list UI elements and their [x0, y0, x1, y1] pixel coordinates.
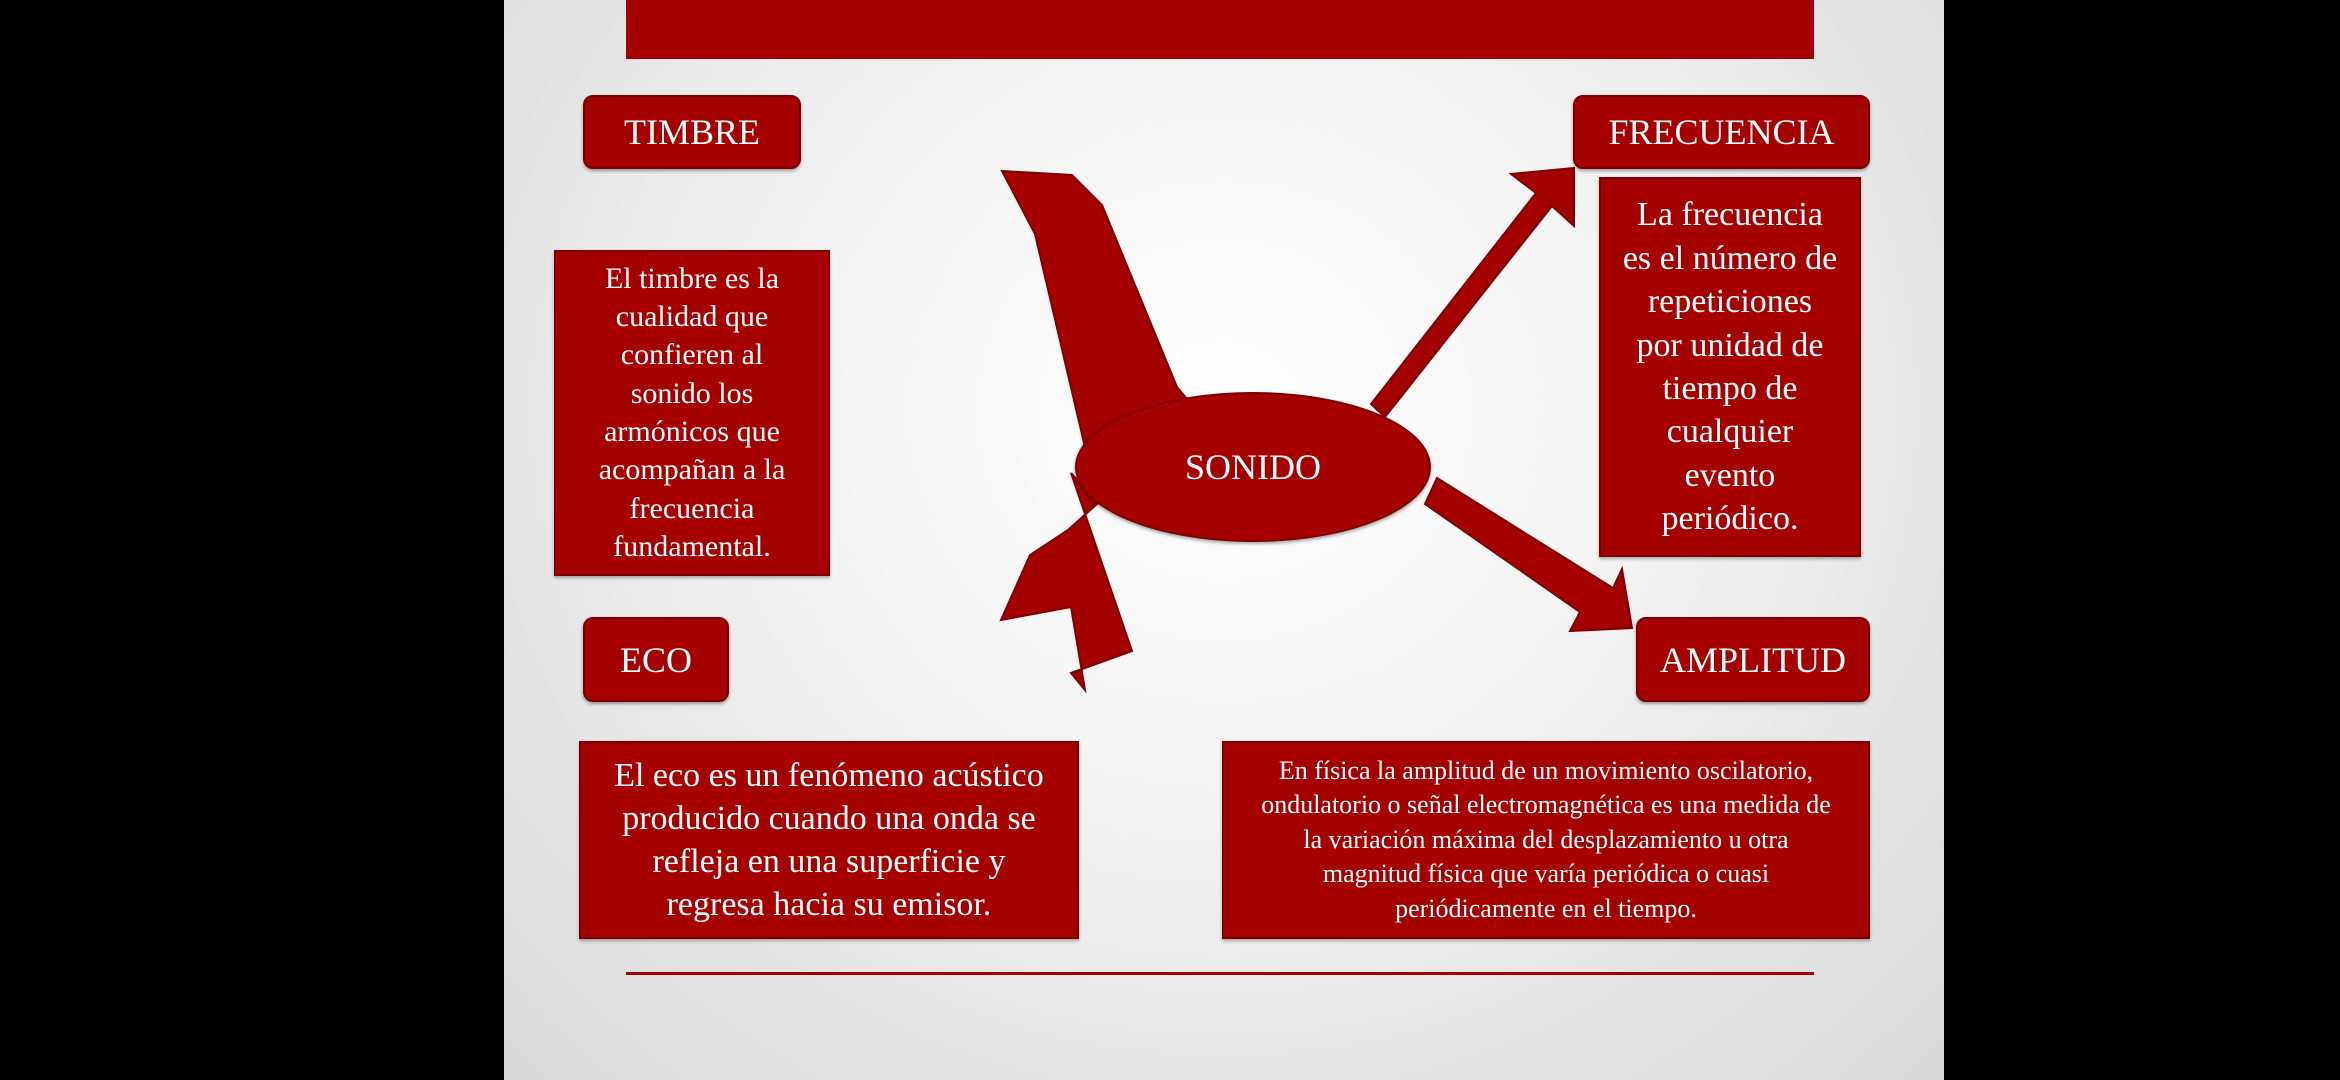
description-line: evento: [1684, 456, 1776, 494]
description-line: ondulatorio o señal electromagnética es una medida de: [1261, 790, 1831, 820]
description-line: En física la amplitud de un movimiento oscilatorio,: [1278, 755, 1814, 785]
description-line: periódico.: [1661, 500, 1799, 538]
description-line: La frecuencia: [1637, 196, 1823, 234]
description-line: la variación máxima del desplazamiento u otra: [1303, 824, 1789, 854]
description-line: cualidad que: [615, 300, 769, 334]
arrow-to-frecuencia: [1371, 168, 1574, 417]
label-timbre: TIMBRE: [583, 95, 801, 169]
description-line: El timbre es la: [604, 261, 780, 295]
center-node-sonido: SONIDO: [1075, 392, 1431, 542]
description-line: acompañan a la: [598, 453, 786, 487]
label-eco: ECO: [583, 617, 729, 702]
description-line: por unidad de: [1636, 326, 1824, 364]
description-line: tiempo de: [1662, 370, 1798, 407]
label-amplitud: AMPLITUD: [1636, 617, 1870, 702]
description-line: refleja en una superficie y: [652, 843, 1006, 880]
description-line: cualquier: [1666, 413, 1794, 451]
description-line: regresa hacia su emisor.: [666, 886, 992, 923]
description-line: magnitud física que varía periódica o cuasi: [1322, 859, 1770, 889]
bottom-divider: [626, 972, 1814, 975]
description-line: es el número de: [1622, 239, 1838, 277]
description-line: confieren al: [620, 338, 764, 372]
description-frecuencia: [1599, 177, 1861, 557]
description-line: fundamental.: [613, 529, 771, 563]
description-timbre: [554, 250, 830, 576]
description-line: repeticiones: [1647, 283, 1813, 321]
slide: [504, 0, 1944, 1080]
description-line: producido cuando una onda se: [622, 800, 1036, 837]
description-amplitud: [1222, 741, 1870, 939]
description-line: armónicos que: [604, 415, 780, 448]
label-frecuencia: FRECUENCIA: [1573, 95, 1870, 169]
description-line: frecuencia: [629, 491, 755, 525]
description-line: El eco es un fenómeno acústico: [614, 757, 1044, 794]
description-eco: [579, 741, 1079, 939]
description-line: periódicamente en el tiempo.: [1395, 893, 1697, 923]
description-line: sonido los: [630, 376, 754, 410]
